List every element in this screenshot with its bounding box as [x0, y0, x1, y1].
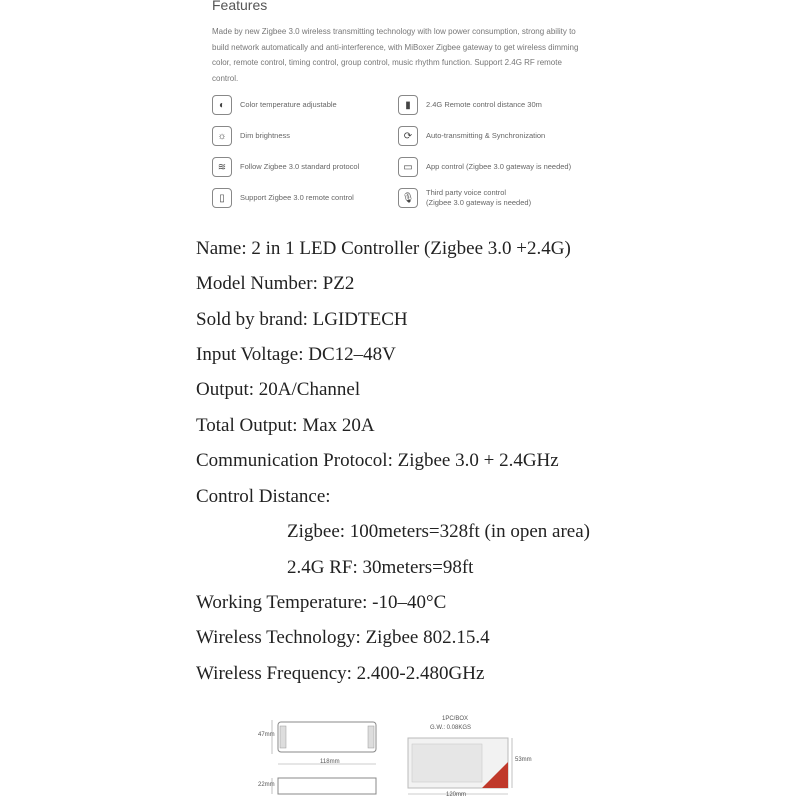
- microphone-icon: 🎙: [398, 188, 418, 208]
- zigbee-protocol-icon: ≋: [212, 157, 232, 177]
- spec-brand: Sold by brand: LGIDTECH: [196, 309, 408, 330]
- spec-output: Output: 20A/Channel: [196, 379, 361, 400]
- spec-wireless-technology: Wireless Technology: Zigbee 802.15.4: [196, 627, 490, 648]
- box-height-label: 53mm: [515, 757, 532, 763]
- features-intro: Made by new Zigbee 3.0 wireless transmitting technology with low power consumption, strong ability to build network automatically and anti-interference, with MiBoxer Zigbee gateway to get wireless dimming color, remote control, timing control, group control, music rhythm function. Support 2.4G RF remote control.: [212, 27, 579, 83]
- feature-text: 2.4G Remote control distance 30m: [426, 100, 542, 109]
- spec-communication-protocol: Communication Protocol: Zigbee 3.0 + 2.4GHz: [196, 450, 559, 471]
- spec-total-output: Total Output: Max 20A: [196, 415, 375, 436]
- feature-item: [398, 124, 545, 148]
- spec-working-temperature: Working Temperature: -10–40°C: [196, 592, 447, 613]
- spec-model-number: Model Number: PZ2: [196, 273, 355, 294]
- box-label: 1PC/BOX: [442, 716, 469, 722]
- feature-item: [398, 93, 542, 117]
- feature-item: [212, 186, 354, 210]
- spec-control-distance: Control Distance:: [196, 486, 331, 507]
- depth-label: 22mm: [258, 782, 275, 788]
- spec-name: Name: 2 in 1 LED Controller (Zigbee 3.0 +2.4G): [196, 238, 571, 259]
- spec-zigbee-distance: Zigbee: 100meters=328ft (in open area): [287, 521, 590, 542]
- feature-text: App control (Zigbee 3.0 gateway is needed): [426, 162, 572, 171]
- height-label: 47mm: [258, 732, 275, 738]
- feature-text: Follow Zigbee 3.0 standard protocol: [240, 162, 360, 171]
- feature-text-line1: Third party voice control: [426, 188, 507, 197]
- feature-text: Color temperature adjustable: [240, 100, 337, 109]
- sync-icon: ⟳: [398, 126, 418, 146]
- phone-icon: ▭: [398, 157, 418, 177]
- dimension-drawing: [258, 712, 558, 800]
- feature-text: Support Zigbee 3.0 remote control: [240, 193, 354, 202]
- remote-control-icon: ▯: [212, 188, 232, 208]
- feature-item: [212, 155, 359, 179]
- box-width-label: 120mm: [446, 792, 467, 798]
- feature-text-line2: (Zigbee 3.0 gateway is needed): [426, 198, 532, 207]
- spec-wireless-frequency: Wireless Frequency: 2.400-2.480GHz: [196, 663, 485, 684]
- features-title: Features: [212, 0, 268, 13]
- feature-text: Dim brightness: [240, 131, 291, 140]
- feature-text: [426, 188, 531, 208]
- spec-input-voltage: Input Voltage: DC12–48V: [196, 344, 396, 365]
- feature-item: [398, 186, 531, 210]
- feature-item: [398, 155, 571, 179]
- feature-text: Auto-transmitting & Synchronization: [426, 131, 546, 140]
- spec-rf-distance: 2.4G RF: 30meters=98ft: [287, 557, 474, 578]
- dimension-diagram: [258, 712, 558, 800]
- width-label: 118mm: [320, 759, 340, 765]
- brightness-icon: ☼: [212, 126, 232, 146]
- weight-label: G.W.: 0.08KGS: [430, 725, 472, 731]
- color-temperature-icon: ◐: [212, 95, 232, 115]
- feature-item: [212, 124, 290, 148]
- remote-distance-icon: ▮: [398, 95, 418, 115]
- feature-item: [212, 93, 337, 117]
